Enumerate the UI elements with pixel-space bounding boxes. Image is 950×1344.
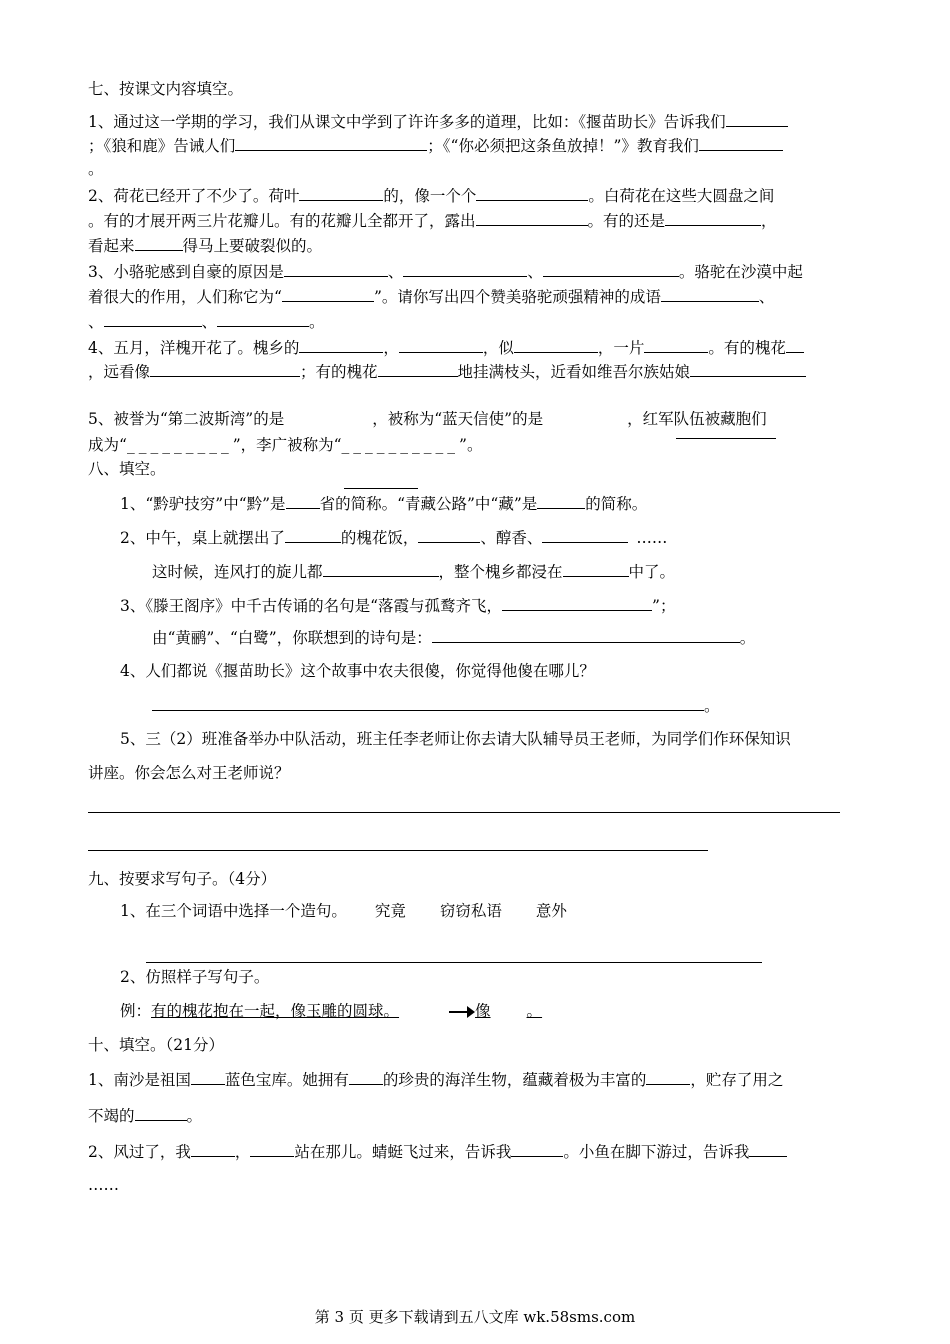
answer-blank[interactable] xyxy=(191,1140,235,1157)
answer-blank[interactable] xyxy=(323,560,439,577)
s7-q2-line1: 2、荷花已经开了不少了。荷叶 的，像一个个 。白荷花在这些大圆盘之间 xyxy=(88,184,774,207)
answer-blank[interactable] xyxy=(786,336,804,353)
answer-blank[interactable] xyxy=(749,1140,787,1157)
answer-blank[interactable] xyxy=(537,492,585,509)
answer-blank[interactable] xyxy=(514,336,598,353)
answer-line[interactable] xyxy=(146,962,762,963)
s8-q5-line1: 5、三（2）班准备举办中队活动，班主任李老师让你去请大队辅导员王老师，为同学们作环保知识 xyxy=(120,730,791,748)
answer-blank[interactable] xyxy=(104,310,202,327)
answer-blank[interactable] xyxy=(191,1068,225,1085)
answer-blank[interactable] xyxy=(250,1140,294,1157)
answer-blank[interactable] xyxy=(286,492,320,509)
s7-q2-line3: 看起来 得马上要破裂似的。 xyxy=(88,234,322,257)
s7-q4-line2: ，远看像 ；有的槐花 地挂满枝头，近看如维吾尔族姑娘 xyxy=(88,360,806,383)
s7-q1-line3: 。 xyxy=(88,160,104,178)
s10-q2-line2: …… xyxy=(88,1176,119,1194)
answer-blank[interactable] xyxy=(699,134,783,151)
section-9-title: 九、按要求写句子。（4分） xyxy=(88,870,277,888)
answer-blank[interactable] xyxy=(135,1104,187,1121)
answer-blank[interactable] xyxy=(282,285,374,302)
s10-q1-line2: 不竭的 。 xyxy=(88,1104,202,1127)
answer-blank[interactable] xyxy=(476,209,588,226)
s8-q3-line2: 由“黄鹂”、“白鹭”，你联想到的诗句是： 。 xyxy=(152,626,755,649)
answer-blank[interactable] xyxy=(644,336,708,353)
answer-blank[interactable] xyxy=(661,285,759,302)
answer-line[interactable] xyxy=(88,812,840,813)
section-8-title: 八、填空。 xyxy=(88,460,166,478)
answer-blank[interactable] xyxy=(542,526,628,543)
s7-q5-line1: 5、被誉为“第二波斯湾”的是 ，被称为“蓝天信使”的是 ，红军队伍被藏胞们 xyxy=(88,410,767,428)
answer-blank[interactable] xyxy=(418,526,480,543)
answer-blank[interactable] xyxy=(690,360,806,377)
section-7-title: 七、按课文内容填空。 xyxy=(88,80,244,98)
answer-blank[interactable] xyxy=(285,526,341,543)
answer-blank[interactable] xyxy=(284,260,388,277)
s7-q1-line1: 1、通过这一学期的学习，我们从课文中学到了许许多多的道理，比如：《揠苗助长》告诉我们 xyxy=(88,110,788,133)
answer-blank[interactable] xyxy=(403,260,527,277)
answer-blank[interactable] xyxy=(543,260,679,277)
s9-q2-title: 2、仿照样子写句子。 xyxy=(120,968,270,986)
s8-q2-line2: 这时候，连风打的旋儿都 ，整个槐乡都浸在 中了。 xyxy=(152,560,675,583)
answer-blank[interactable] xyxy=(299,336,383,353)
answer-blank[interactable] xyxy=(399,336,483,353)
answer-blank[interactable] xyxy=(152,694,704,711)
answer-blank[interactable] xyxy=(299,184,383,201)
answer-blank[interactable] xyxy=(349,1068,383,1085)
answer-blank[interactable] xyxy=(646,1068,690,1085)
answer-blank[interactable] xyxy=(217,310,309,327)
answer-blank[interactable] xyxy=(344,488,418,489)
answer-line[interactable] xyxy=(88,850,708,851)
s8-q3-line1: 3、《滕王阁序》中千古传诵的名句是“落霞与孤鹜齐飞， ”； xyxy=(120,594,675,617)
s8-q1: 1、“黔驴技穷”中“黔”是 省的简称。“青藏公路”中“藏”是 的简称。 xyxy=(120,492,647,515)
section-10-title: 十、填空。（21分） xyxy=(88,1036,224,1054)
s8-q2-line1: 2、中午，桌上就摆出了 的槐花饭， 、醇香、 …… xyxy=(120,526,667,549)
s10-q1-line1: 1、南沙是祖国 蓝色宝库。她拥有 的珍贵的海洋生物，蕴藏着极为丰富的 ，贮存了用之 xyxy=(88,1068,783,1091)
answer-blank[interactable] xyxy=(378,360,458,377)
answer-blank[interactable] xyxy=(150,360,300,377)
s10-q2-line1: 2、风过了，我 ， 站在那儿。蜻蜓飞过来，告诉我 。小鱼在脚下游过，告诉我 xyxy=(88,1140,787,1163)
s7-q3-line1: 3、小骆驼感到自豪的原因是 、 、 。骆驼在沙漠中起 xyxy=(88,260,803,283)
answer-blank[interactable] xyxy=(665,209,761,226)
s8-q4-line1: 4、人们都说《揠苗助长》这个故事中农夫很傻，你觉得他傻在哪儿？ xyxy=(120,662,595,680)
answer-blank[interactable] xyxy=(511,1140,563,1157)
arrow-icon xyxy=(449,1006,475,1018)
s7-q2-line2: 。有的才展开两三片花瓣儿。有的花瓣儿全都开了，露出 。有的还是 ， xyxy=(88,209,777,232)
s9-q1: 1、在三个词语中选择一个造句。 究竟 窃窃私语 意外 xyxy=(120,902,567,920)
s7-q3-line2: 着很大的作用，人们称它为“ ”。请你写出四个赞美骆驼顽强精神的成语 、 xyxy=(88,285,774,308)
answer-blank[interactable] xyxy=(726,110,788,127)
s7-q3-line3: 、 、 。 xyxy=(88,310,325,333)
s7-q1-line2: ；《狼和鹿》告诫人们 ；《“你必须把这条鱼放掉！”》教育我们 xyxy=(88,134,783,157)
s7-q4-line1: 4、五月，洋槐开花了。槐乡的 ， ，似 ，一片 。有的槐花 xyxy=(88,336,804,359)
s8-q4-line2: 。 xyxy=(152,694,720,717)
answer-blank[interactable] xyxy=(235,134,427,151)
answer-blank[interactable] xyxy=(676,438,776,439)
s8-q5-line2: 讲座。你会怎么对王老师说？ xyxy=(88,764,290,782)
page-footer: 第 3 页 更多下载请到五八文库 wk.58sms.com xyxy=(314,1308,636,1326)
s7-q5-line2: 成为“_________”，李广被称为“__________”。 xyxy=(88,436,483,454)
answer-blank[interactable] xyxy=(432,626,740,643)
answer-blank[interactable] xyxy=(563,560,629,577)
answer-blank[interactable] xyxy=(476,184,588,201)
answer-blank[interactable] xyxy=(135,234,183,251)
s9-q2-example: 例：有的槐花抱在一起，像玉雕的圆球。 像 。 xyxy=(120,1002,543,1020)
answer-blank[interactable] xyxy=(502,594,652,611)
